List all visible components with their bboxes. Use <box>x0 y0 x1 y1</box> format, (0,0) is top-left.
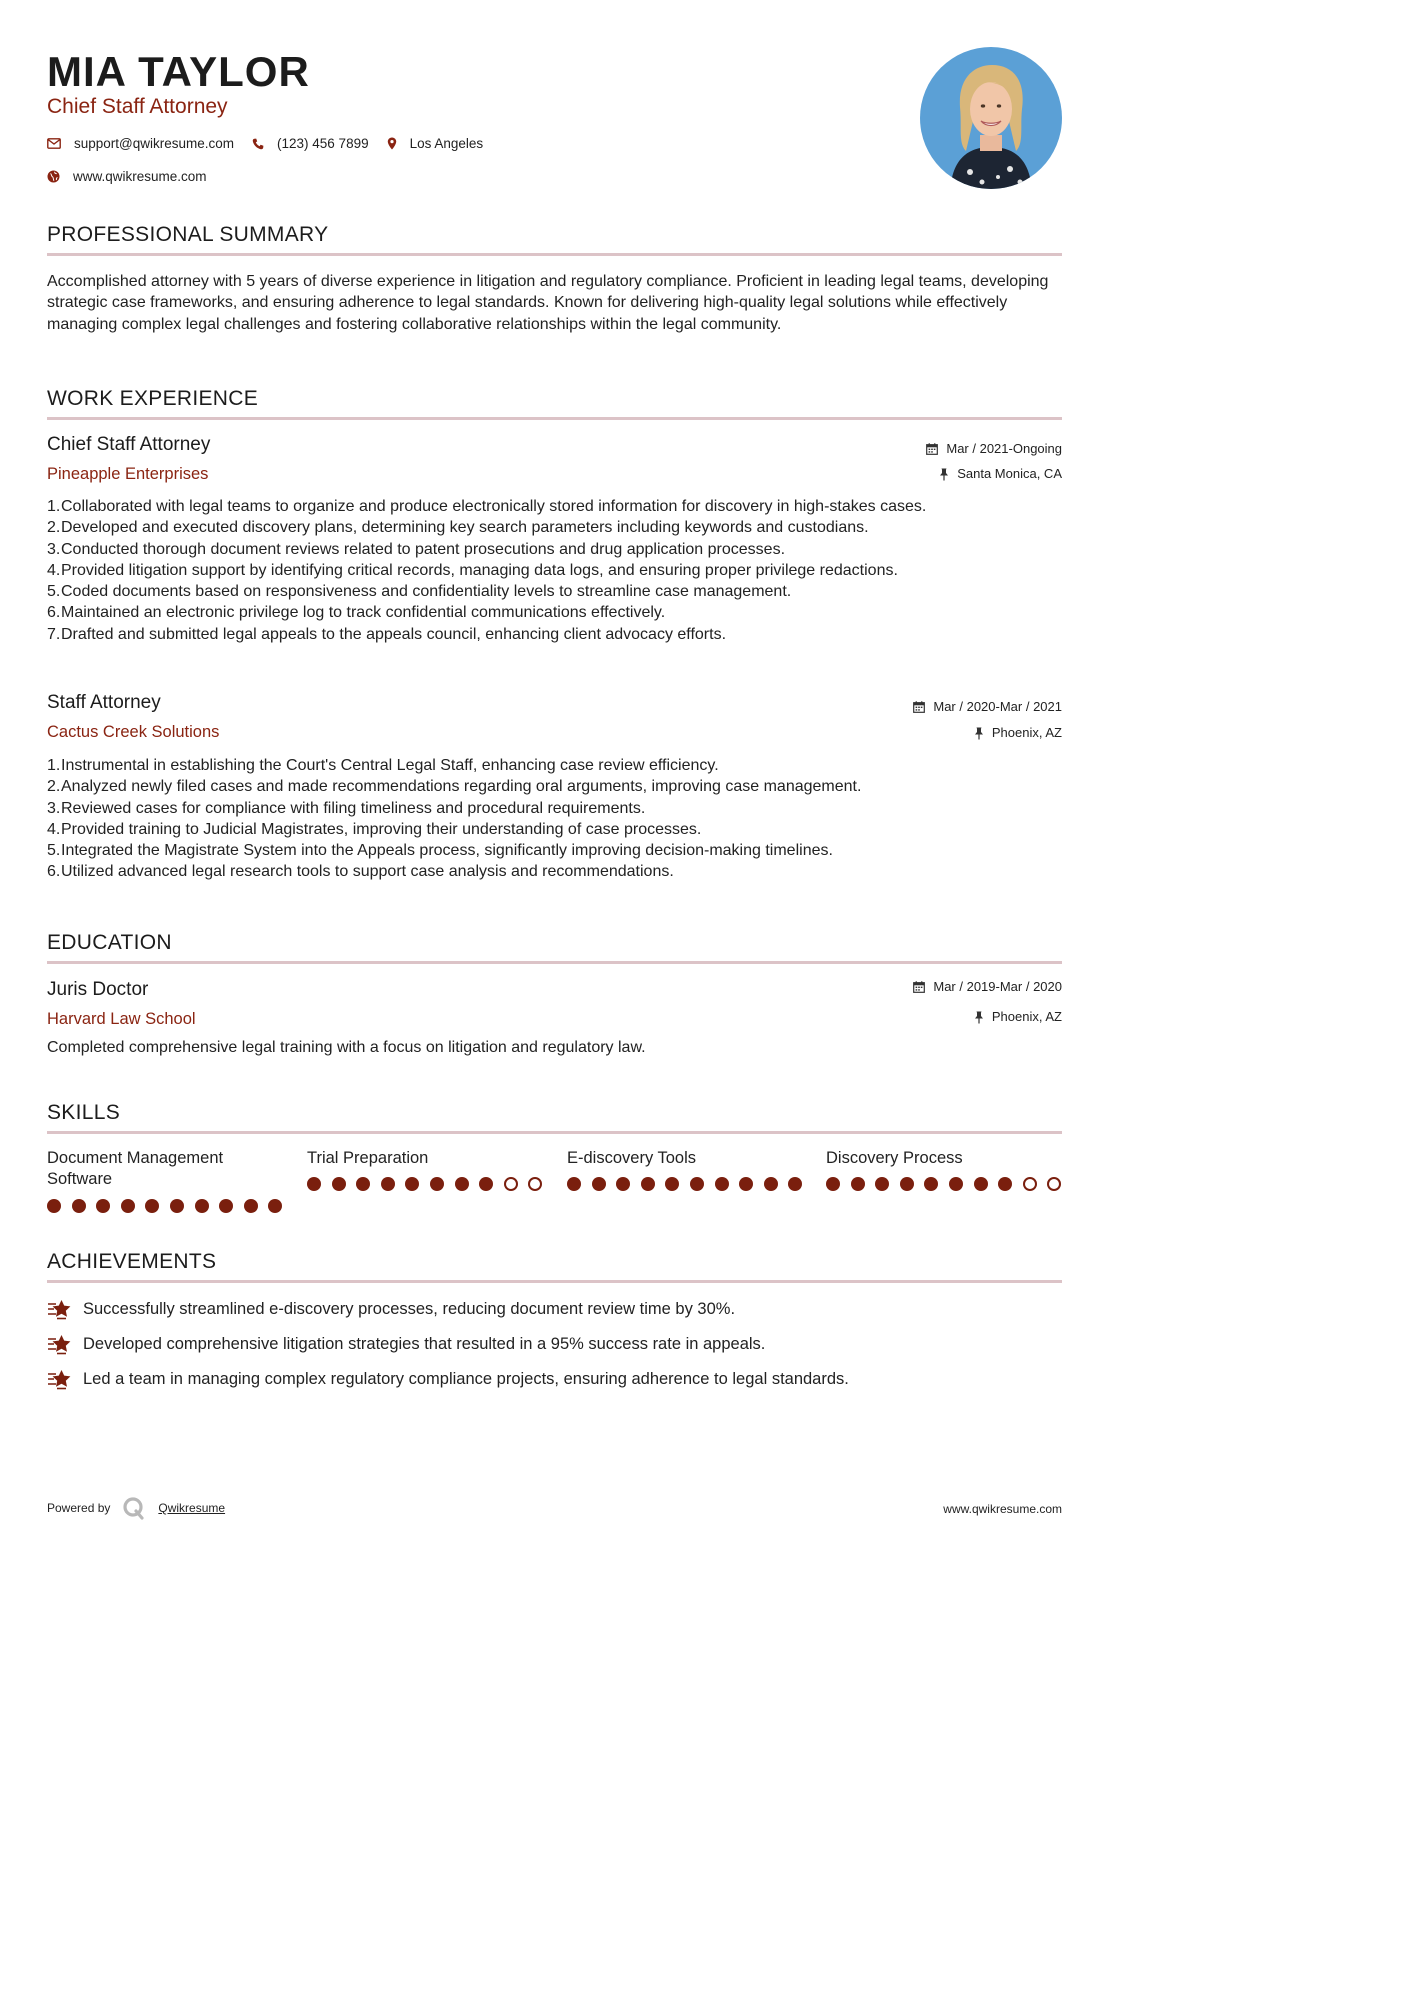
skill-dot-filled <box>430 1177 444 1191</box>
list-text: Provided litigation support by identifying critical records, managing data logs, and ensuring proper privilege redactions. <box>61 561 898 579</box>
calendar-icon <box>913 701 925 713</box>
job-dates <box>926 441 1062 457</box>
list-number: 2. <box>47 519 61 537</box>
job-bullets <box>47 755 1067 883</box>
list-number: 1. <box>47 757 61 774</box>
pushpin-icon <box>939 468 949 481</box>
skill-dot-filled <box>900 1177 914 1191</box>
summary-heading: PROFESSIONAL SUMMARY <box>47 223 329 246</box>
skill-dot-filled <box>788 1177 802 1191</box>
candidate-title: Chief Staff Attorney <box>47 95 228 118</box>
education-location <box>974 1009 1062 1025</box>
job-dates-text: Mar / 2021-Ongoing <box>946 441 1062 456</box>
job-company: Cactus Creek Solutions <box>47 723 220 741</box>
list-number: 6. <box>47 863 61 881</box>
globe-icon <box>47 170 60 183</box>
list-number: 5. <box>47 842 61 860</box>
calendar-icon <box>926 443 938 455</box>
pushpin-icon <box>974 1011 984 1024</box>
skill-dot-filled <box>96 1199 110 1213</box>
job-title: Staff Attorney <box>47 692 161 713</box>
phone-icon <box>252 138 264 150</box>
star-award-icon <box>47 1333 73 1355</box>
skill-dot-filled <box>739 1177 753 1191</box>
summary-divider <box>47 253 1062 256</box>
achievements-divider <box>47 1280 1062 1283</box>
star-award-icon <box>47 1368 73 1390</box>
achievement-text: Successfully streamlined e-discovery processes, reducing document review time by 30%. <box>83 1300 736 1318</box>
phone-text: (123) 456 7899 <box>277 136 369 151</box>
experience-divider <box>47 417 1062 420</box>
list-item <box>47 624 1067 645</box>
profile-photo-illustration <box>920 47 1062 189</box>
brand-link[interactable]: Qwikresume <box>158 1501 226 1515</box>
list-number: 4. <box>47 820 61 838</box>
skill-dot-filled <box>567 1177 581 1191</box>
skill-dot-empty <box>1023 1177 1037 1191</box>
skill-dot-filled <box>924 1177 938 1191</box>
skill-dot-filled <box>592 1177 606 1191</box>
skill-rating <box>47 1199 293 1213</box>
list-text: Analyzed newly filed cases and made recommendations regarding oral arguments, improving case management. <box>61 778 862 796</box>
list-item <box>47 560 1067 581</box>
job-location-text: Phoenix, AZ <box>991 725 1062 740</box>
candidate-name: MIA TAYLOR <box>47 48 310 95</box>
skill-dot-filled <box>715 1177 729 1191</box>
job-company: Pineapple Enterprises <box>47 465 209 483</box>
list-item <box>47 819 1067 840</box>
education-dates-text: Mar / 2019-Mar / 2020 <box>933 979 1062 994</box>
skill-dot-filled <box>72 1199 86 1213</box>
skill-dot-filled <box>307 1177 321 1191</box>
list-number: 7. <box>47 625 61 643</box>
job-dates-text: Mar / 2020-Mar / 2021 <box>933 699 1062 714</box>
list-text: Integrated the Magistrate System into the Appeals process, significantly improving decision-making timelines. <box>61 842 833 860</box>
list-item <box>47 755 1067 776</box>
list-number: 1. <box>47 498 61 515</box>
location-text: Los Angeles <box>409 136 484 151</box>
skill-name: Document Management Software <box>47 1149 224 1189</box>
skill-dot-empty <box>528 1177 542 1191</box>
skill-rating <box>307 1177 553 1191</box>
list-number: 3. <box>47 540 61 558</box>
job-location <box>939 466 1062 482</box>
skill-dot-filled <box>219 1199 233 1213</box>
skill-item <box>307 1148 547 1169</box>
star-award-icon <box>47 1298 73 1320</box>
job-location <box>974 725 1062 741</box>
list-item <box>47 776 1067 797</box>
powered-by-label: Powered by <box>47 1501 111 1515</box>
job-location-text: Santa Monica, CA <box>957 466 1062 481</box>
education-divider <box>47 961 1062 964</box>
list-text: Maintained an electronic privilege log to track confidential communications effectively. <box>61 604 666 622</box>
achievement-item <box>47 1368 849 1390</box>
skill-name: Discovery Process <box>826 1149 963 1167</box>
list-number: 3. <box>47 799 61 817</box>
list-text: Drafted and submitted legal appeals to the appeals council, enhancing client advocacy efforts. <box>61 625 727 643</box>
skill-dot-filled <box>170 1199 184 1213</box>
skill-dot-filled <box>949 1177 963 1191</box>
list-text: Coded documents based on responsiveness and confidentiality levels to streamline case management. <box>61 583 792 601</box>
list-item <box>47 539 1067 560</box>
skill-dot-filled <box>121 1199 135 1213</box>
achievement-item <box>47 1298 735 1320</box>
contact-row-website <box>47 169 225 184</box>
footer-website-link[interactable]: www.qwikresume.com <box>943 1502 1062 1516</box>
job-dates <box>913 699 1062 715</box>
skill-dot-filled <box>665 1177 679 1191</box>
achievement-text: Led a team in managing complex regulatory compliance projects, ensuring adherence to legal standards. <box>83 1370 849 1388</box>
skill-dot-filled <box>690 1177 704 1191</box>
skill-dot-filled <box>356 1177 370 1191</box>
list-item <box>47 840 1067 861</box>
footer-powered-by <box>47 1496 225 1520</box>
skill-name: Trial Preparation <box>307 1149 429 1167</box>
skill-dot-filled <box>826 1177 840 1191</box>
skill-dot-filled <box>381 1177 395 1191</box>
job-title: Chief Staff Attorney <box>47 434 211 455</box>
education-dates <box>913 979 1062 995</box>
summary-text: Accomplished attorney with 5 years of diverse experience in litigation and regulatory compliance. Proficient in leading legal teams, developing strategic case frameworks, and ensuring adherence to legal standards. Known for delivering high-quality legal solutions while effectively managing complex legal challenges and fostering collaborative relationships within the legal community. <box>47 273 1049 333</box>
skills-heading: SKILLS <box>47 1101 121 1124</box>
school-name: Harvard Law School <box>47 1010 196 1028</box>
degree-title: Juris Doctor <box>47 979 149 1000</box>
skill-dot-filled <box>332 1177 346 1191</box>
list-text: Reviewed cases for compliance with filing timeliness and procedural requirements. <box>61 799 646 817</box>
contact-phone[interactable] <box>252 136 369 151</box>
skill-rating <box>567 1177 813 1191</box>
skill-dot-filled <box>764 1177 778 1191</box>
list-item <box>47 517 1067 538</box>
contact-row <box>47 136 501 151</box>
education-heading: EDUCATION <box>47 931 172 954</box>
list-number: 5. <box>47 583 61 601</box>
list-text: Developed and executed discovery plans, determining key search parameters including keywords and custodians. <box>61 519 869 537</box>
skill-dot-empty <box>504 1177 518 1191</box>
skill-item <box>567 1148 807 1169</box>
education-location-text: Phoenix, AZ <box>991 1009 1062 1024</box>
list-text: Provided training to Judicial Magistrates, improving their understanding of case processes. <box>61 820 702 838</box>
skill-dot-filled <box>145 1199 159 1213</box>
calendar-icon <box>913 981 925 993</box>
achievement-item <box>47 1333 765 1355</box>
skill-dot-filled <box>195 1199 209 1213</box>
skill-dot-filled <box>998 1177 1012 1191</box>
skill-dot-filled <box>244 1199 258 1213</box>
skill-dot-filled <box>268 1199 282 1213</box>
list-text: Conducted thorough document reviews related to patent prosecutions and drug application processes. <box>61 540 786 558</box>
list-number: 2. <box>47 778 61 796</box>
skill-name: E-discovery Tools <box>567 1149 696 1167</box>
skill-dot-empty <box>1047 1177 1061 1191</box>
achievement-text: Developed comprehensive litigation strategies that resulted in a 95% success rate in appeals. <box>83 1335 766 1353</box>
list-item <box>47 581 1067 602</box>
skill-dot-filled <box>405 1177 419 1191</box>
skill-dot-filled <box>479 1177 493 1191</box>
email-text: support@qwikresume.com <box>74 136 235 151</box>
envelope-icon <box>47 138 61 149</box>
profile-photo <box>920 47 1062 189</box>
skills-divider <box>47 1131 1062 1134</box>
contact-location <box>387 136 484 151</box>
pushpin-icon <box>974 727 984 740</box>
list-number: 4. <box>47 561 61 579</box>
list-item <box>47 861 1067 882</box>
skill-rating <box>826 1177 1072 1191</box>
website-text: www.qwikresume.com <box>73 169 207 184</box>
skill-dot-filled <box>974 1177 988 1191</box>
skill-dot-filled <box>851 1177 865 1191</box>
experience-heading: WORK EXPERIENCE <box>47 387 259 410</box>
skill-dot-filled <box>616 1177 630 1191</box>
qwikresume-logo-icon <box>122 1496 146 1520</box>
contact-email[interactable] <box>47 136 234 151</box>
list-text: Collaborated with legal teams to organize and produce electronically stored information for discovery in high-stakes cases. <box>61 498 927 515</box>
skill-dot-filled <box>641 1177 655 1191</box>
skill-item <box>826 1148 1066 1169</box>
education-description: Completed comprehensive legal training with a focus on litigation and regulatory law. <box>47 1039 646 1056</box>
list-item <box>47 496 1067 517</box>
skill-item <box>47 1148 272 1191</box>
map-pin-icon <box>387 137 397 150</box>
skill-dot-filled <box>875 1177 889 1191</box>
achievements-heading: ACHIEVEMENTS <box>47 1250 217 1273</box>
list-item <box>47 798 1067 819</box>
skill-dot-filled <box>455 1177 469 1191</box>
list-text: Utilized advanced legal research tools to support case analysis and recommendations. <box>61 863 674 881</box>
list-item <box>47 602 1067 623</box>
list-text: Instrumental in establishing the Court's Central Legal Staff, enhancing case review efficiency. <box>61 757 719 774</box>
list-number: 6. <box>47 604 61 622</box>
contact-website[interactable] <box>47 169 207 184</box>
job-bullets <box>47 496 1067 645</box>
skill-dot-filled <box>47 1199 61 1213</box>
